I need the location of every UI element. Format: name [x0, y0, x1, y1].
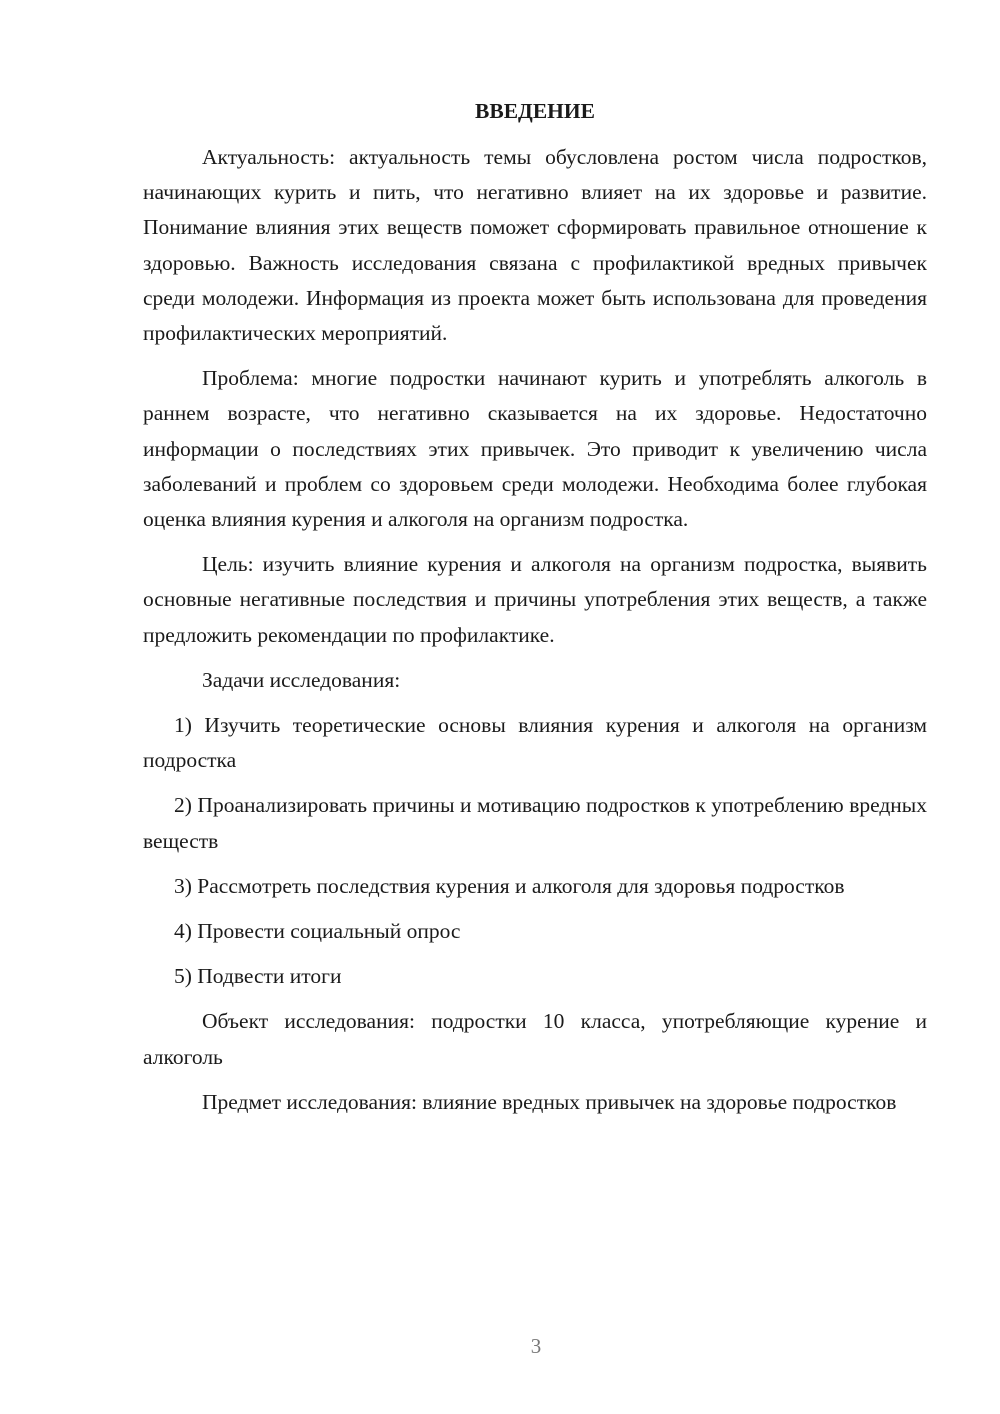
task-item-1: 1) Изучить теоретические основы влияния курения и алкоголя на организм подростка	[143, 713, 927, 773]
problem-paragraph: Проблема: многие подростки начинают курить и употреблять алкоголь в раннем возрасте, что негативно сказывается на их здоровье. Недостаточно информации о последствиях этих привычек. Это приводит к увеличению числа заболеваний и проблем со здоровьем среди молодежи. Необходима более глубокая оценка влияния курения и алкоголя на организм подростка.	[143, 366, 927, 532]
subject-paragraph: Предмет исследования: влияние вредных привычек на здоровье подростков	[202, 1089, 897, 1114]
page-number: 3	[530, 1334, 542, 1358]
task-item-5: 5) Подвести итоги	[174, 964, 342, 989]
task-item-4: 4) Провести социальный опрос	[174, 919, 461, 944]
task-item-2: 2) Проанализировать причины и мотивацию подростков к употреблению вредных веществ	[143, 793, 927, 853]
document-page	[143, 96, 927, 1130]
section-heading: ВВЕДЕНИЕ	[475, 99, 595, 123]
tasks-heading: Задачи исследования:	[202, 667, 401, 692]
relevance-paragraph: Актуальность: актуальность темы обусловлена ростом числа подростков, начинающих курить и пить, что негативно влияет на их здоровье и развитие. Понимание влияния этих веществ поможет сформировать правильное отношение к здоровью. Важность исследования связана с профилактикой вредных привычек среди молодежи. Информация из проекта может быть использована для проведения профилактических мероприятий.	[143, 145, 927, 346]
task-item-3: 3) Рассмотреть последствия курения и алкоголя для здоровья подростков	[174, 873, 845, 898]
object-paragraph: Объект исследования: подростки 10 класса, употребляющие курение и алкоголь	[143, 1009, 927, 1069]
goal-paragraph: Цель: изучить влияние курения и алкоголя на организм подростка, выявить основные негативные последствия и причины употребления этих веществ, а также предложить рекомендации по профилактике.	[143, 552, 927, 647]
